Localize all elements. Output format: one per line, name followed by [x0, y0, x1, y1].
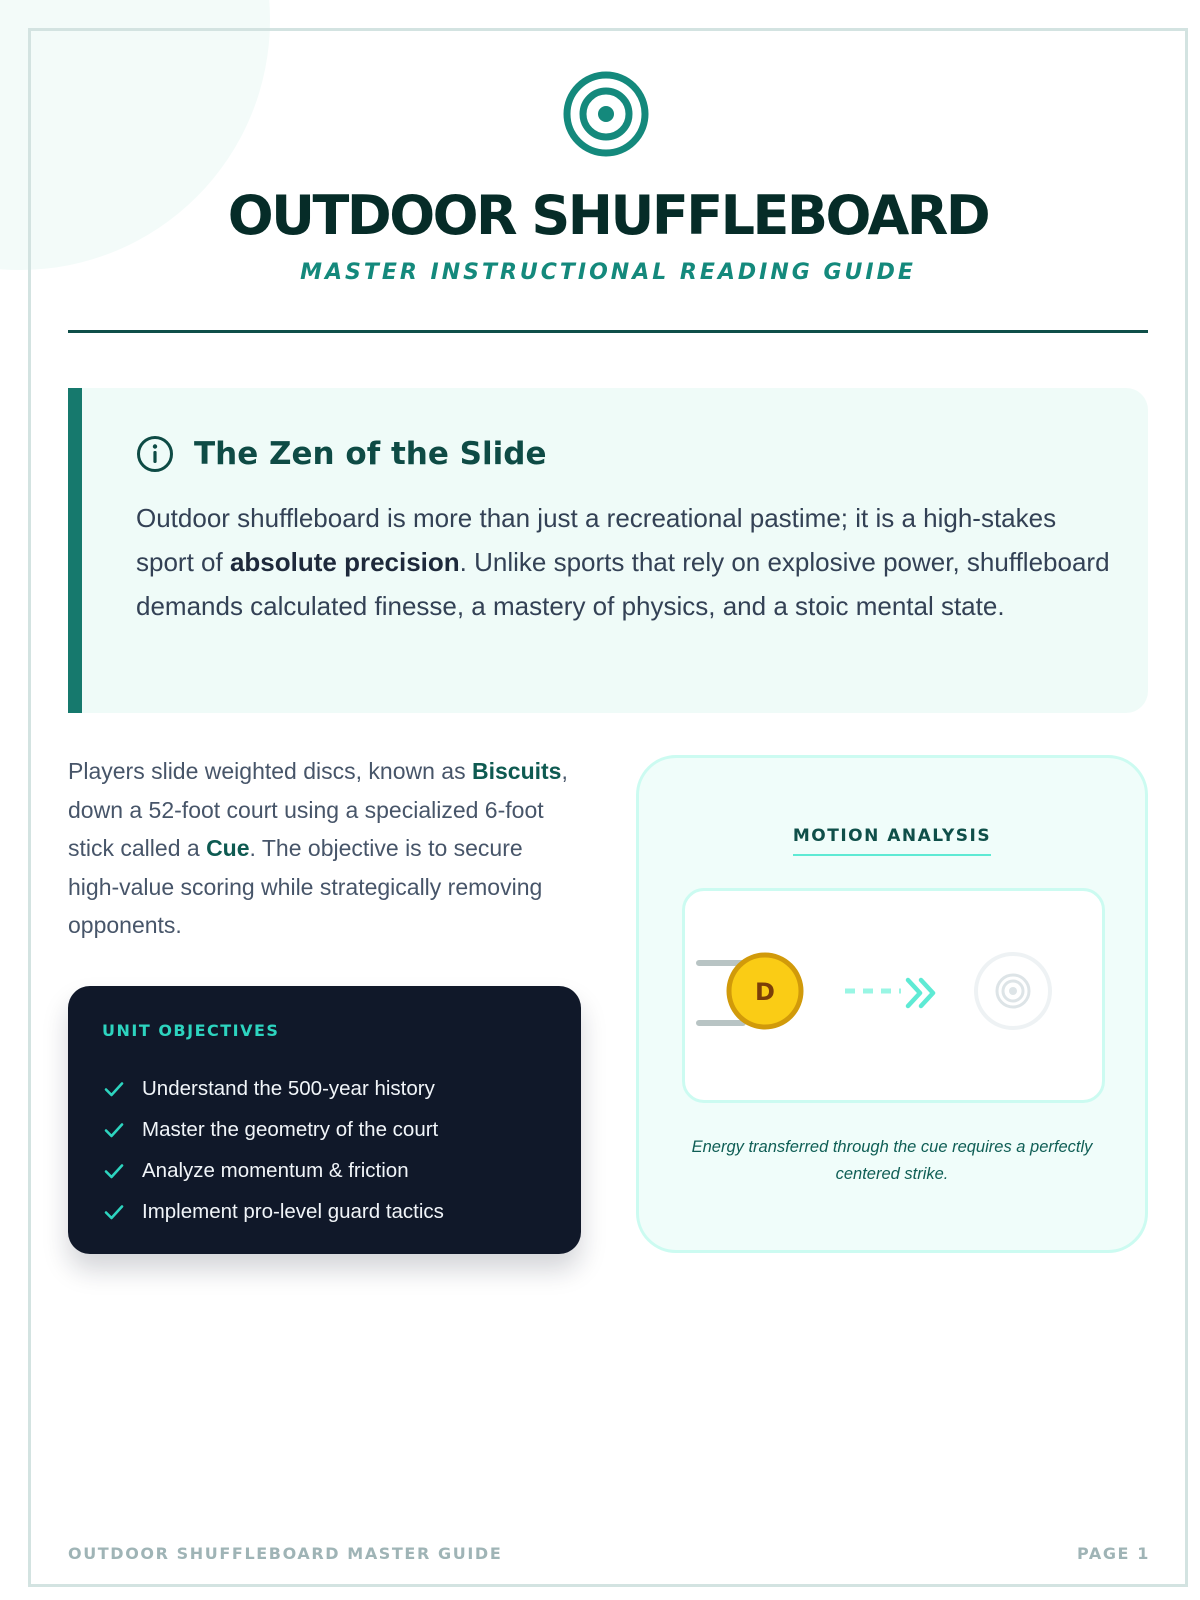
- intro-text-2: , down a 52-foot court using a specialized 6-foot stick called a: [68, 758, 568, 861]
- header-divider: [68, 330, 1148, 333]
- objective-item: [102, 1068, 444, 1109]
- page-subtitle: MASTER INSTRUCTIONAL READING GUIDE: [300, 260, 916, 285]
- intro-paragraph: [68, 752, 568, 945]
- callout-body: [136, 496, 1116, 628]
- motion-diagram-svg: [685, 891, 1102, 1100]
- check-icon: [102, 1118, 126, 1142]
- motion-diagram: [682, 888, 1105, 1103]
- term-biscuits: Biscuits: [471, 758, 562, 784]
- objective-item: [102, 1150, 444, 1191]
- intro-text-3: . The objective is to secure high-value scoring while strategically removing opponents.: [68, 835, 543, 938]
- objective-text: Analyze momentum & friction: [142, 1158, 409, 1182]
- check-icon: [102, 1200, 126, 1224]
- scoring-target-icon: [976, 954, 1050, 1028]
- motion-analysis-card: [636, 755, 1148, 1253]
- biscuit-disc: [729, 955, 801, 1029]
- motion-label-wrap: [639, 826, 1145, 856]
- objective-item: [102, 1191, 444, 1232]
- objectives-title: UNIT OBJECTIVES: [102, 1021, 280, 1040]
- callout-heading: The Zen of the Slide: [194, 436, 547, 472]
- footer-page-number: PAGE 1: [1076, 1544, 1150, 1563]
- objectives-list: [102, 1068, 444, 1232]
- objective-text: Implement pro-level guard tactics: [142, 1199, 444, 1223]
- unit-objectives-card: [68, 986, 581, 1254]
- motion-analysis-label: MOTION ANALYSIS: [793, 826, 991, 856]
- check-icon: [102, 1159, 126, 1183]
- objective-text: Master the geometry of the court: [142, 1117, 439, 1141]
- intro-text-1: Players slide weighted discs, known as: [68, 758, 472, 784]
- objective-item: [102, 1109, 444, 1150]
- callout-text-after: . Unlike sports that rely on explosive power, shuffleboard demands calculated finesse, a mastery of physics, and a stoic mental state.: [136, 547, 1110, 621]
- callout-emphasis: absolute precision: [229, 547, 460, 577]
- motion-caption: Energy transferred through the cue requires a perfectly centered strike.: [691, 1138, 1093, 1183]
- check-icon: [102, 1077, 126, 1101]
- term-cue: Cue: [206, 835, 250, 861]
- page-title: OUTDOOR SHUFFLEBOARD: [227, 184, 989, 247]
- callout-text-before: Outdoor shuffleboard is more than just a recreational pastime; it is a high-stakes sport of: [136, 503, 1057, 577]
- objective-text: Understand the 500-year history: [142, 1076, 435, 1100]
- disc-letter: D: [755, 978, 775, 1006]
- zen-callout: [68, 388, 1148, 713]
- info-icon: [135, 434, 175, 474]
- target-icon: [563, 71, 649, 157]
- footer-guide-title: OUTDOOR SHUFFLEBOARD MASTER GUIDE: [68, 1544, 503, 1563]
- chevrons-right-icon: [908, 980, 933, 1006]
